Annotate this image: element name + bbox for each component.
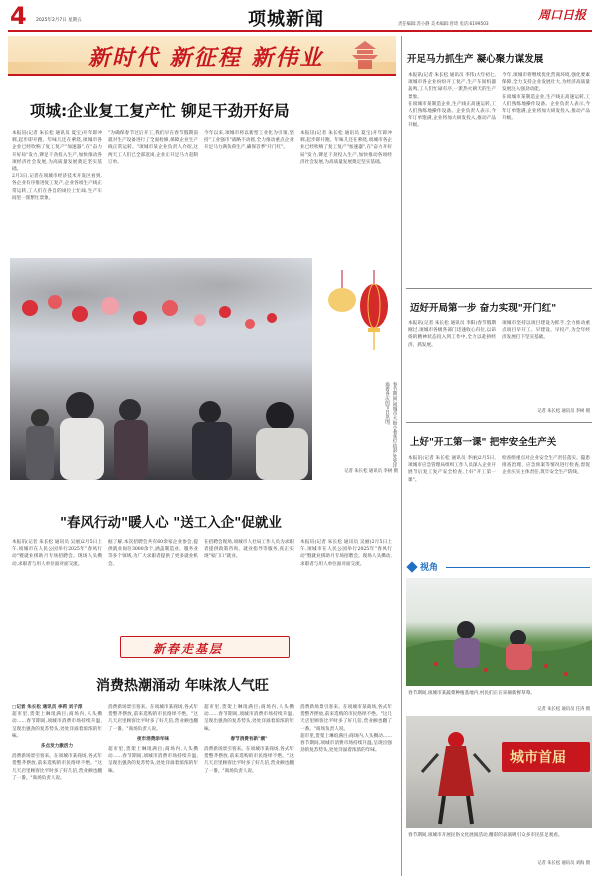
consumer-paragraph: 超市里,货架上琳琅满目;商场内,人头攒动……春节期间,项城市消费市场持续升温,呈现出强劲的复苏势头,处处洋溢着浓浓的年味。 [204, 705, 294, 732]
right-rule-1 [406, 288, 592, 289]
right-mid-paragraph: 项城市坚持以项目建设为抓手,全力推动重点项目早开工、早建设、早投产,为全年经济发展打下坚实基础。 [502, 321, 590, 341]
spring-col-3 [204, 539, 294, 629]
right-safety-col-1 [408, 455, 496, 553]
lead-paragraph: 本报讯(记者 朱长松 通讯员 夏宝)开年即冲刺,起步即开跑。年味儿还在萦绕,项城市各企业已经吹响了复工复产"加速器",在"奋力开好局"发力,铆足干劲投入生产,加快推动各项经济社会发展,为高质量发展奠定坚实基础。 [300, 131, 392, 165]
new-spring-label-box [120, 636, 290, 658]
photo-caption-text: 春节期间,项城市大街小巷张灯结彩,处处洋溢着喜庆的节日氛围。 [384, 382, 397, 468]
consumer-paragraph: 超市里,货架上琳琅满目;商场内,人头攒动……春节期间,项城市消费市场持续升温,呈现出强劲的复苏势头,处处洋溢着浓浓的年味。 [12, 712, 102, 739]
right-safety-paragraph: 本报讯(记者 朱长松 通讯员 李丽)2月5日,项城市应急管理局组织工作人员深入企业开展节后复工复产安全检查,上好"开工第一课"。 [408, 456, 496, 483]
lead-col-3 [204, 130, 294, 250]
glance-header [406, 560, 592, 574]
slogan-banner [8, 36, 396, 76]
right-top-paragraph: 在项城市某制造企业,生产线正高速运转,工人们熟练地操作设备。企业负责人表示,今年订单饱满,企业将加大研发投入,推动产品升级。 [502, 94, 590, 122]
lantern-row [10, 288, 312, 348]
right-mid-headline: 迈好开局第一步 奋力实现"开门红" [410, 303, 557, 314]
lead-paragraph: 2月3日,记者在项城市经济技术开发区看到,各企业有序推进复工复产,企业各项生产线正常运转,工人们在各自的岗位上忙碌,生产车间里一派繁忙景象。 [12, 174, 102, 201]
right-rule-2 [406, 422, 592, 423]
city-sign [502, 742, 590, 772]
glance-rule [446, 567, 590, 568]
crowd [10, 388, 312, 480]
lead-paragraph: 本报讯(记者 朱长松 通讯员 夏宝)开年即冲刺,起步即开跑。年味儿还在萦绕,项城市各企业已经吹响了复工复产"加速器",在"奋力开好局"发力,铆足干劲投入生产,加快推动各项经济社会发展,为高质量发展奠定坚实基础。 [12, 131, 102, 173]
right-top-col-1 [408, 72, 496, 284]
lantern-decor [318, 270, 396, 380]
right-top-headline: 开足马力抓生产 凝心聚力谋发展 [407, 54, 544, 65]
city-sign-text: 城市首届 [510, 750, 566, 766]
spring-col-2 [108, 539, 198, 629]
consumer-col-3 [204, 704, 294, 876]
section-title: 项城新闻 [248, 9, 324, 30]
consumer-col-1 [12, 704, 102, 876]
consumer-paragraph: 消费新场景引客来。在项城市某商场,各式年货整齐摆放,前来选购的市民络绎不绝。"这几天店里顾客比平时多了好几倍,营业额也翻了一番。"商场负责人说。 [204, 747, 294, 774]
page-number: 4 [10, 2, 27, 30]
paper-name: 周口日报 [538, 8, 587, 22]
strawberry-caption: 春节期间,项城市某蔬菜种植基地内,村民们正在采摘新鲜草莓。 [408, 691, 535, 696]
lead-col-4 [300, 130, 392, 250]
lead-col-2 [108, 130, 198, 250]
editor-line: 责任编辑:苏小静 美术编辑:曾琦 电话:6199503 [398, 22, 489, 27]
spring-col-1 [12, 539, 102, 629]
spring-paragraph: 在招聘会现场,项城市人社局工作人员为求职者提供政策咨询、就业指导等服务,真正实现"家门口"就业。 [204, 540, 294, 560]
masthead [0, 0, 600, 30]
right-column-divider [401, 36, 402, 876]
right-mid-credit: 记者 朱长松 通讯员 李树 摄 [537, 409, 590, 414]
right-mid-col-1 [408, 320, 496, 418]
performance-caption: 春节期间,项城市开展民俗文化展演活动,精彩的表演吸引众多市民驻足观看。 [408, 833, 563, 838]
banner-slogan: 新时代 新征程 新伟业 [88, 45, 324, 71]
lead-headline: 项城:企业复工复产忙 铆足干劲开好局 [30, 102, 290, 120]
spring-paragraph: 据了解,本次招聘会共有60余家企业参会,提供就业岗位3000余个,涵盖制造业、服务业等多个领域,为广大求职者提供了更多就业机会。 [108, 540, 198, 567]
date-line: 2025年2月7日 星期五 [36, 18, 82, 23]
performance-credit: 记者 朱长松 通讯员 刘海 摄 [537, 861, 590, 866]
consumer-paragraph: 超市里,货架上琳琅满目;商场内,人头攒动……春节期间,项城市消费市场持续升温,呈现出强劲的复苏势头,处处洋溢着浓浓的年味。 [300, 733, 392, 754]
right-top-paragraph: 在项城市某制造企业,生产线正高速运转,工人们熟练地操作设备。企业负责人表示,今年订单饱满,企业将加大研发投入,推动产品升级。 [408, 101, 496, 129]
right-mid-paragraph: 本报讯(记者 朱长松 通讯员 李阳)春节假期刚过,项城市各级各部门迅速收心归位,以昂扬的精神状态投入到工作中,全力以赴拼经济、抓发展。 [408, 321, 496, 348]
masthead-rule [8, 30, 592, 32]
spring-col-4 [300, 539, 392, 629]
consumer-paragraph: 消费新场景引客来。在项城市某商场,各式年货整齐摆放,前来选购的市民络绎不绝。"这几天店里顾客比平时多了好几倍,营业额也翻了一番。"商场负责人说。 [300, 705, 392, 732]
consumer-paragraph: 超市里,货架上琳琅满目;商场内,人头攒动……春节期间,项城市消费市场持续升温,呈现出强劲的复苏势头,处处洋溢着浓浓的年味。 [108, 747, 198, 774]
lantern-festival-photo [10, 258, 312, 480]
right-mid-col-2 [502, 320, 590, 406]
consumer-paragraph: 消费新场景引客来。在项城市某商场,各式年货整齐摆放,前来选购的市民络绎不绝。"这几天店里顾客比平时多了好几倍,营业额也翻了一番。"商场负责人说。 [12, 754, 102, 781]
spring-headline: "春风行动"暖人心 "送工入企"促就业 [60, 515, 282, 531]
performance-photo [406, 716, 592, 828]
new-spring-label: 新春走基层 [153, 642, 224, 656]
lead-col-1 [12, 130, 102, 250]
consumer-subhead: 多点发力激活力 [40, 744, 74, 750]
right-safety-col-2 [502, 455, 590, 553]
strawberry-photo [406, 578, 592, 686]
right-top-col-2 [502, 72, 590, 284]
pagoda-icon [348, 40, 382, 70]
consumer-col-2 [108, 704, 198, 876]
glance-icon [406, 561, 417, 572]
right-safety-headline: 上好"开工第一课" 把牢安全生产关 [410, 437, 557, 448]
consumer-subhead: 春节消费有新"潮" [230, 736, 268, 742]
consumer-subhead: 夜市消费添年味 [136, 736, 170, 742]
photo-caption [328, 382, 398, 472]
right-top-paragraph: 本报讯(记者 朱长松 通讯员 李伟)大年初七,项城市各企业纷纷开工复产,生产车间机器轰鸣,工人们忙碌有序,一派热火朝天的生产景象。 [408, 73, 496, 100]
glance-title: 视角 [420, 563, 439, 573]
right-top-paragraph: 今年,项城市将继续优化营商环境,强化要素保障,全力支持企业发展壮大,为经济高质量发展注入强劲动能。 [502, 73, 590, 93]
photo-credit: 记者 朱长松 通讯员 李树 摄 [344, 469, 398, 474]
right-safety-paragraph: 检查组重点对企业安全生产责任落实、隐患排查治理、应急预案等情况进行检查,督促企业压实主体责任,筑牢安全生产防线。 [502, 456, 590, 476]
consumer-paragraph: 消费新场景引客来。在项城市某商场,各式年货整齐摆放,前来选购的市民络绎不绝。"这几天店里顾客比平时多了好几倍,营业额也翻了一番。"商场负责人说。 [108, 705, 198, 732]
lead-paragraph: "为确保春节过后开工,我们早在春节假期前就对生产设备进行了全面检修,保障企业生产线正常运转。"项城市某企业负责人介绍,这两天工人们已全部返岗,企业正开足马力赶制订单。 [108, 131, 198, 165]
spring-paragraph: 本报讯(记者 朱长松 通讯员 吴丽)2月5日上午,项城市在人民公园举行2025年"春风行动"暨就业援助月专场招聘会。现场人头攒动,求职者与用人单位面对面交流。 [300, 540, 392, 567]
consumer-col-4 [300, 704, 392, 876]
spring-paragraph: 本报讯(记者 朱长松 通讯员 吴丽)2月5日上午,项城市在人民公园举行2025年"春风行动"暨就业援助月专场招聘会。现场人头攒动,求职者与用人单位面对面交流。 [12, 540, 102, 567]
lead-paragraph: 今年以来,项城市将以新型工业化为引领,坚持"工业强市"战略不动摇,全力推动重点企业开足马力满负荷生产,确保首季"开门红"。 [204, 131, 294, 151]
consumer-headline: 消费热潮涌动 年味浓人气旺 [96, 678, 269, 694]
strawberry-credit: 记者 朱长松 通讯员 任涛 摄 [537, 707, 590, 712]
consumer-byline: □记者 朱长松 通讯员 李莉 刘子淳 [12, 705, 83, 710]
